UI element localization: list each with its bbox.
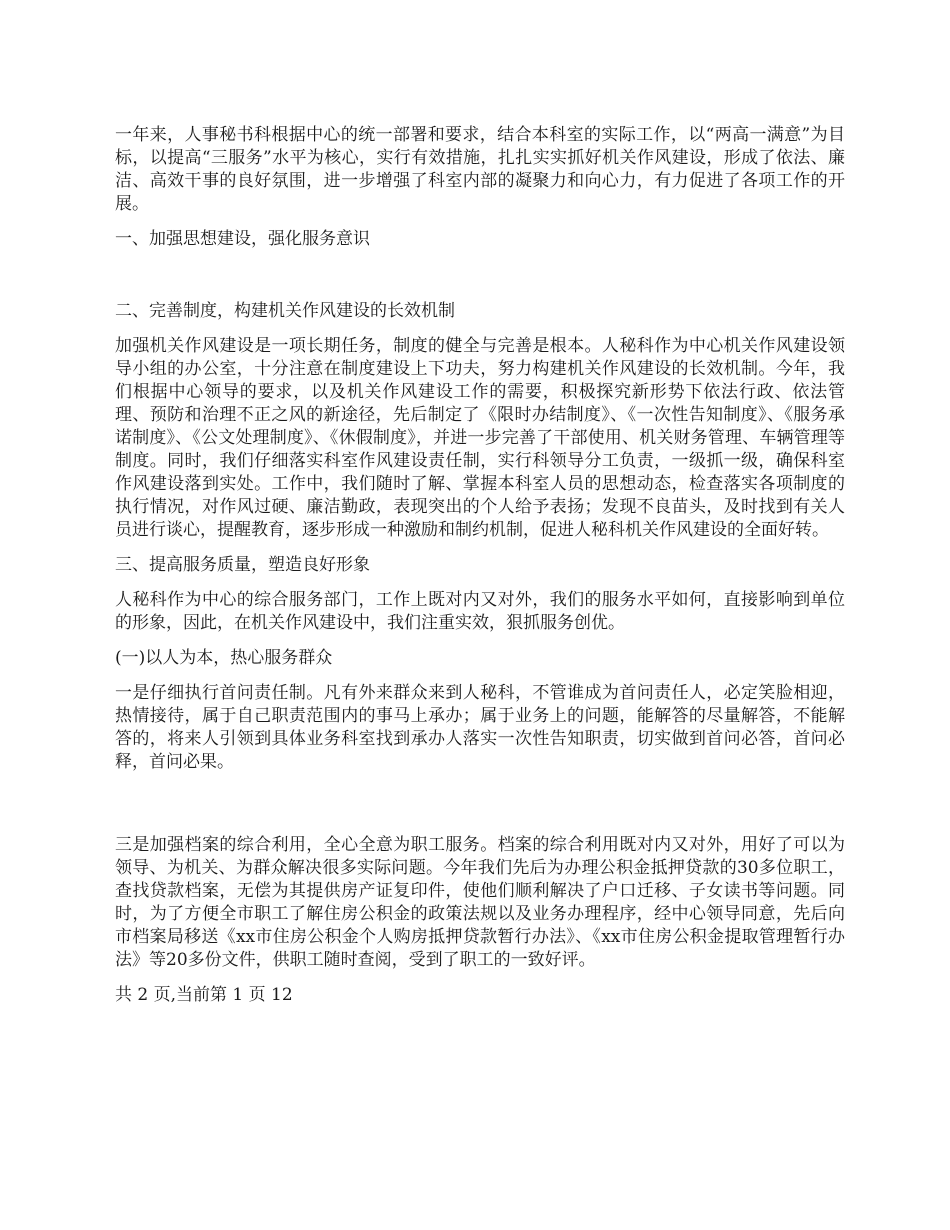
spacer xyxy=(115,251,845,300)
item-3-paragraph: 三是加强档案的综合利用，全心全意为职工服务。档案的综合利用既对内又对外，用好了可以为领导、为机关、为群众解决很多实际问题。今年我们先后为办理公积金抵押贷款的30多位职工，查找贷款档案，无偿为其提供房产证复印件，使他们顺利解决了户口迁移、子女读书等问题。同时，为了方便全市职工了解住房公积金的政策法规以及业务办理程序，经中心领导同意，先后向市档案局移送《xx市住房公积金个人购房抵押贷款暂行办法》、《xx市住房公积金提取管理暂行办法》等20多份文件，供职工随时查阅，受到了职工的一致好评。 xyxy=(115,835,845,970)
spacer xyxy=(115,577,845,589)
section-2-heading: 二、完善制度，构建机关作风建设的长效机制 xyxy=(115,301,455,321)
subsection-1-paragraph: 一是仔细执行首问责任制。凡有外来群众来到人秘科，不管谁成为首问责任人，必定笑脸相迎，热情接待，属于自己职责范围内的事马上承办；属于业务上的问题，能解答的尽量解答，不能解答的，将来人引领到具体业务科室找到承办人落实一次性告知职责，切实做到首问必答，首问必释，首问必果。 xyxy=(115,683,845,772)
section-1-heading: 一、加强思想建设，强化服务意识 xyxy=(115,229,370,249)
spacer xyxy=(115,542,845,554)
spacer xyxy=(115,216,845,228)
document-body xyxy=(115,124,845,1007)
subsection-1-heading: (一)以人为本，热心服务群众 xyxy=(115,648,333,668)
spacer xyxy=(115,323,845,335)
intro-paragraph: 一年来，人事秘书科根据中心的统一部署和要求，结合本科室的实际工作，以“两高一满意”为目标，以提高“三服务”水平为核心，实行有效措施，扎扎实实抓好机关作风建设，形成了依法、廉洁、高效干事的良好氛围，进一步增强了科室内部的凝聚力和向心力，有力促进了各项工作的开展。 xyxy=(115,125,845,214)
spacer xyxy=(115,774,845,834)
section-3-heading: 三、提高服务质量，塑造良好形象 xyxy=(115,555,370,575)
section-2-paragraph: 加强机关作风建设是一项长期任务，制度的健全与完善是根本。人秘科作为中心机关作风建设领导小组的办公室，十分注意在制度建设上下功夫，努力构建机关作风建设的长效机制。今年，我们根据中心领导的要求，以及机关作风建设工作的需要，积极探究新形势下依法行政、依法管理、预防和治理不正之风的新途径，先后制定了《限时办结制度》、《一次性告知制度》、《服务承诺制度》、《公文处理制度》、《休假制度》，并进一步完善了干部使用、机关财务管理、车辆管理等制度。同时，我们仔细落实科室作风建设责任制，实行科领导分工负责，一级抓一级，确保科室作风建设落到实处。工作中，我们随时了解、掌握本科室人员的思想动态，检查落实各项制度的执行情况，对作风过硬、廉洁勤政，表现突出的个人给予表扬；发现不良苗头，及时找到有关人员进行谈心，提醒教育，逐步形成一种激励和制约机制，促进人秘科机关作风建设的全面好转。 xyxy=(115,336,845,540)
spacer xyxy=(115,635,845,647)
spacer xyxy=(115,972,845,984)
spacer xyxy=(115,670,845,682)
page-footer: 共 2 页,当前第 1 页 12 xyxy=(115,985,293,1005)
section-3-paragraph: 人秘科作为中心的综合服务部门，工作上既对内又对外，我们的服务水平如何，直接影响到单位的形象，因此，在机关作风建设中，我们注重实效，狠抓服务创优。 xyxy=(115,590,845,633)
